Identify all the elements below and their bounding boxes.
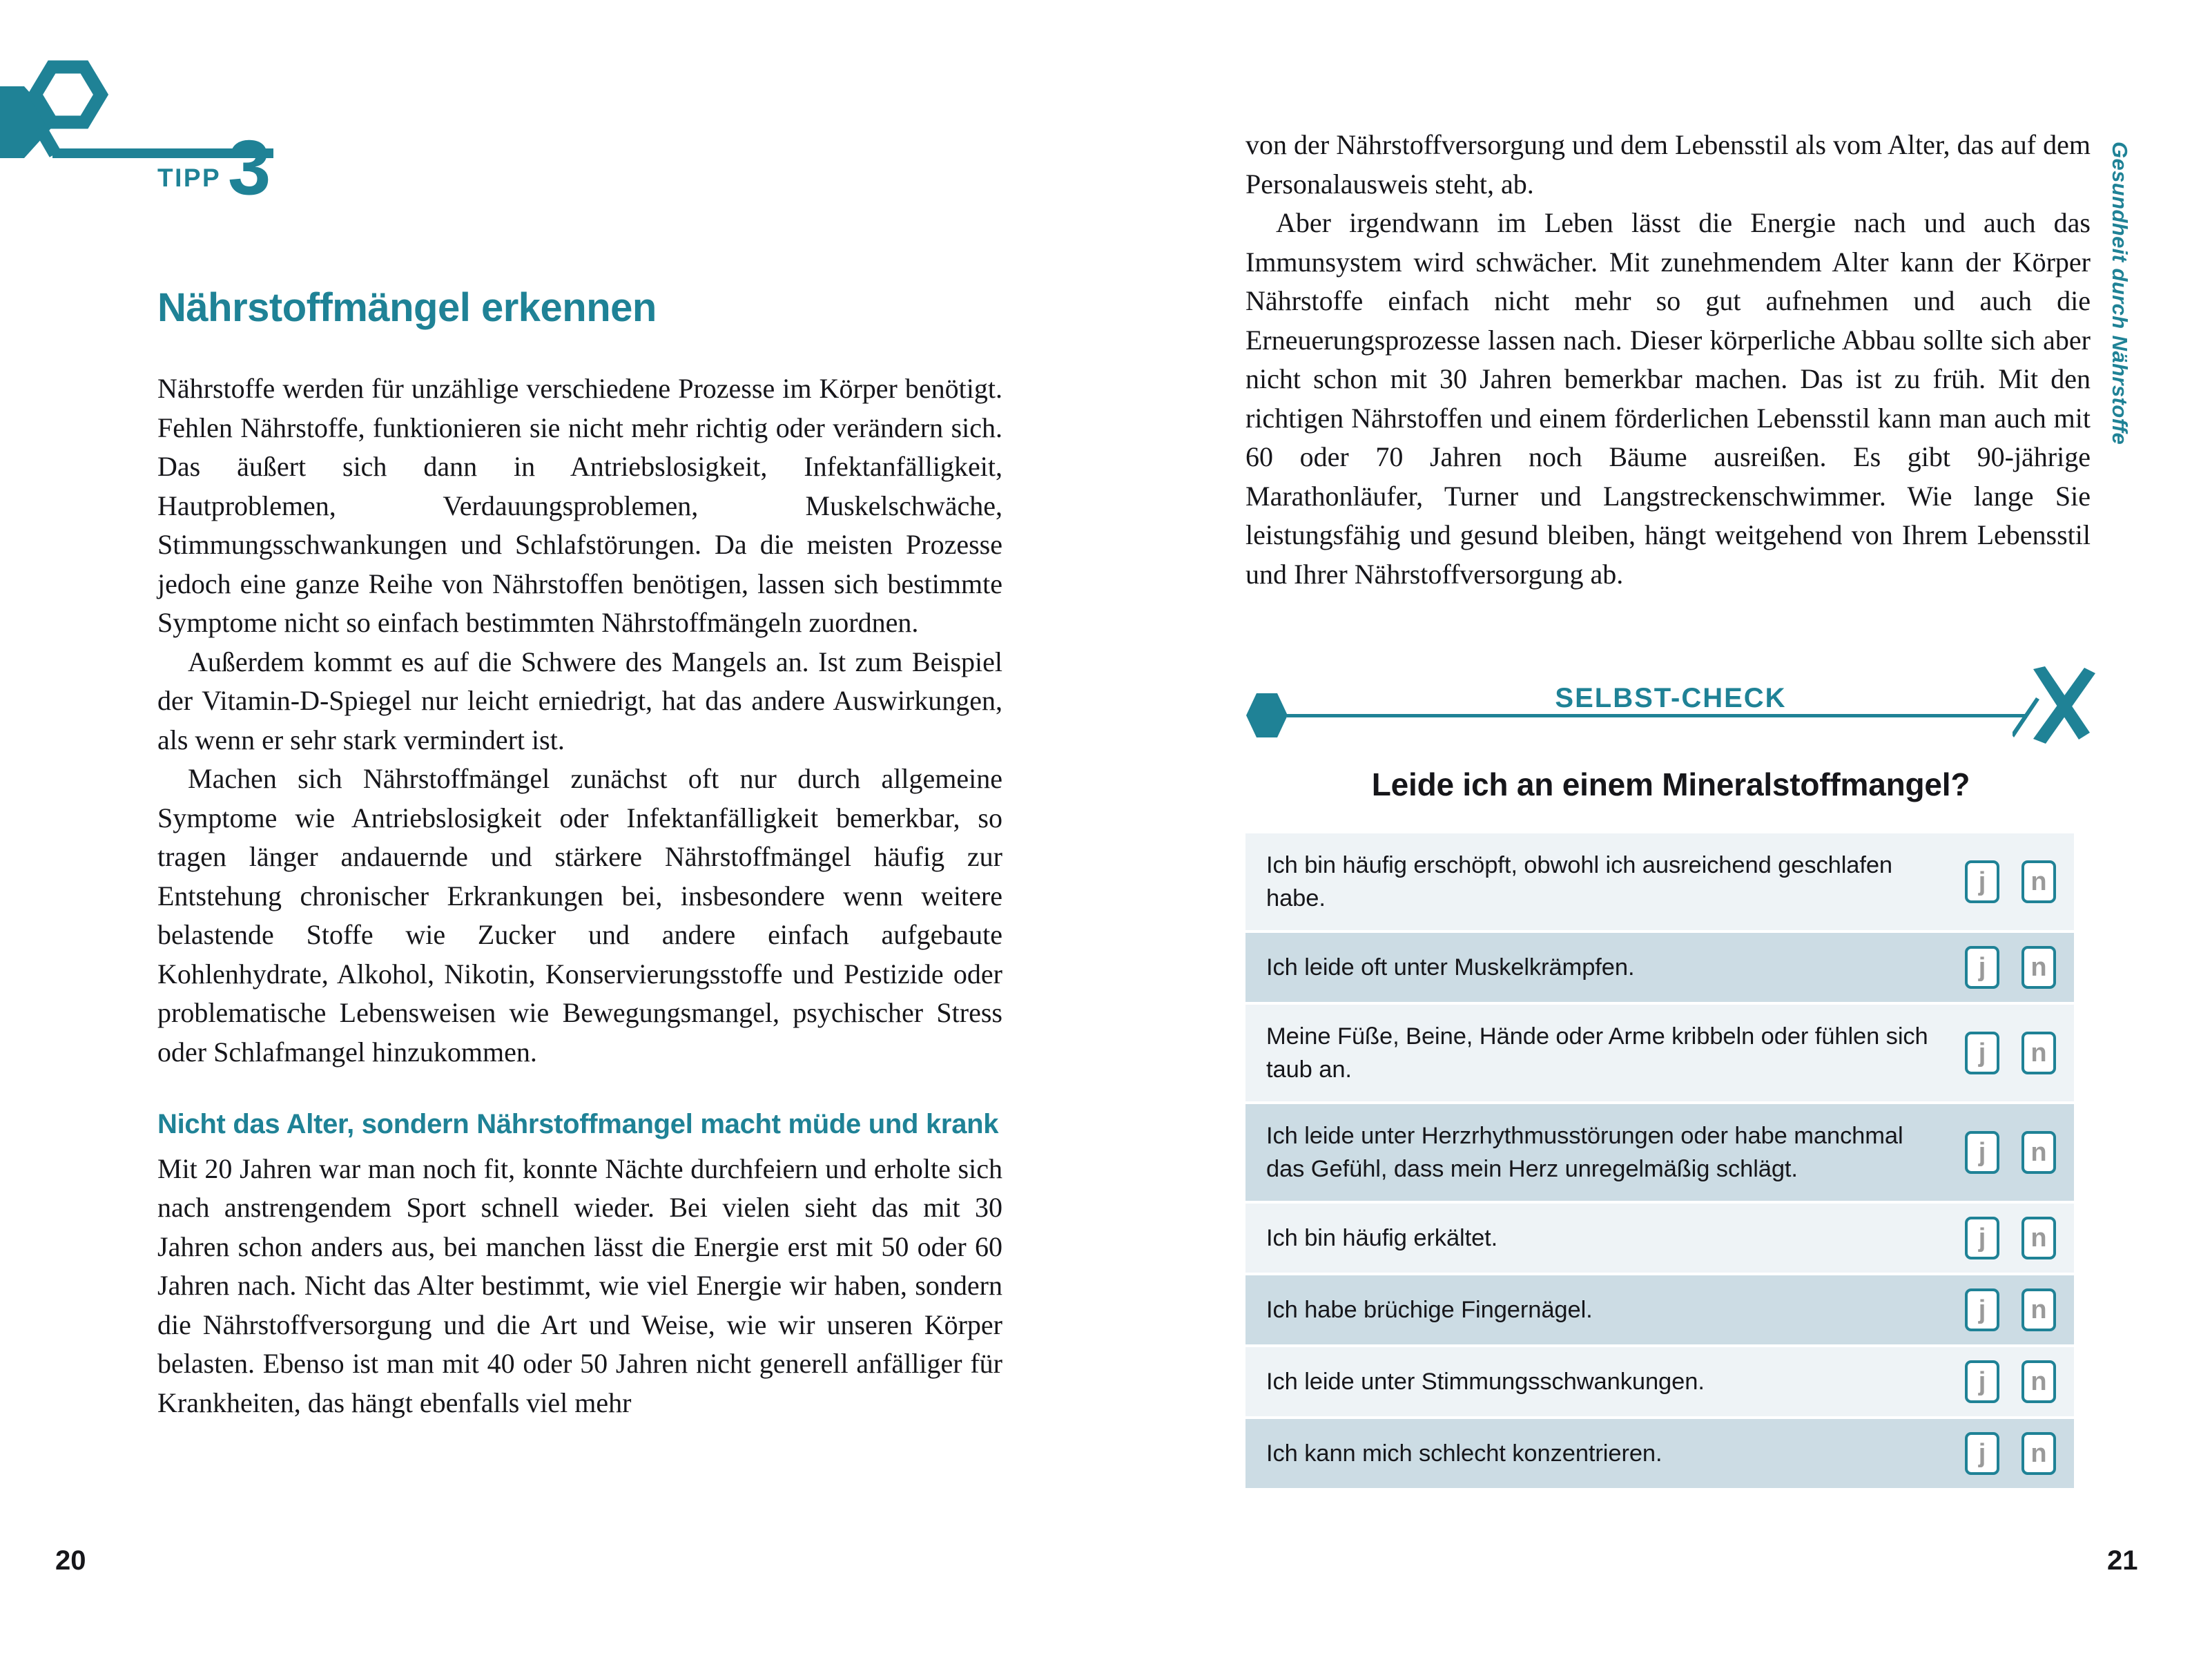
checklist-row — [1245, 1275, 2074, 1344]
checklist-row — [1245, 1419, 2074, 1488]
answer-yes-checkbox[interactable]: j — [1965, 1288, 1999, 1331]
answer-no-checkbox[interactable]: n — [2021, 1432, 2056, 1475]
selbstcheck-label: SELBST-CHECK — [1526, 683, 1816, 714]
answer-yes-checkbox[interactable]: j — [1965, 1432, 1999, 1475]
paragraph: Außerdem kommt es auf die Schwere des Mangels an. Ist zum Beispiel der Vitamin-D-Spiegel nur leicht erniedrigt, hat das andere Auswirkungen, als wenn er sehr stark vermindert ist. — [157, 646, 1002, 755]
answer-boxes — [1965, 860, 2056, 903]
checklist-row — [1245, 1005, 2074, 1101]
checklist-question-text: Ich bin häufig erkältet. — [1266, 1225, 1498, 1251]
answer-yes-checkbox[interactable]: j — [1965, 1217, 1999, 1259]
answer-boxes — [1965, 1217, 2056, 1259]
answer-boxes — [1965, 1032, 2056, 1074]
answer-boxes — [1965, 1360, 2056, 1403]
answer-no-checkbox[interactable]: n — [2021, 946, 2056, 989]
paragraph: Nährstoffe werden für unzählige verschiedene Prozesse im Körper benötigt. Fehlen Nährstoffe, funktionieren sie nicht mehr richtig oder verändern sich. Das äußert sich dann in Antriebslosigkeit, Infektanfälligkeit, Hautproblemen, Verdauungsproblemen, Muskelschwäche, Stimmungsschwankungen und Schlafstörungen. Da die meisten Prozesse jedoch eine ganze Reihe von Nährstoffen benötigen, lassen sich bestimmte Symptome nicht so einfach bestimmten Nährstoffmängeln zuordnen. — [157, 373, 1002, 638]
tipp-number: 3 — [228, 124, 271, 211]
answer-no-checkbox[interactable]: n — [2021, 860, 2056, 903]
selbstcheck-list — [1245, 833, 2074, 1488]
tipp-label: TIPP — [157, 164, 222, 192]
hexagon-bullet-icon — [1245, 693, 1288, 738]
checklist-question-text: Ich leide unter Stimmungsschwankungen. — [1266, 1369, 1705, 1395]
checklist-row — [1245, 1204, 2074, 1273]
x-mark-icon — [2013, 658, 2106, 751]
selbstcheck-banner — [1245, 673, 2096, 756]
right-column-body — [1245, 126, 2091, 594]
checklist-question-text: Ich habe brüchige Fingernägel. — [1266, 1297, 1593, 1323]
answer-no-checkbox[interactable]: n — [2021, 1288, 2056, 1331]
answer-yes-checkbox[interactable]: j — [1965, 1032, 1999, 1074]
checklist-question-text: Ich bin häufig erschöpft, obwohl ich ausreichend geschlafen habe. — [1266, 852, 1893, 911]
page-number-left: 20 — [55, 1545, 86, 1576]
checklist-row — [1245, 833, 2074, 930]
selbstcheck-question: Leide ich an einem Mineralstoffmangel? — [1371, 766, 1970, 802]
page-title: Nährstoffmängel erkennen — [157, 285, 657, 330]
left-column-body — [157, 369, 1002, 1422]
checklist-question-text: Ich kann mich schlecht konzentrieren. — [1266, 1440, 1662, 1467]
checklist-row — [1245, 933, 2074, 1002]
answer-no-checkbox[interactable]: n — [2021, 1131, 2056, 1174]
answer-no-checkbox[interactable]: n — [2021, 1032, 2056, 1074]
checklist-question-text: Ich leide unter Herzrhythmusstörungen oder habe manchmal das Gefühl, dass mein Herz unregelmäßig schlägt. — [1266, 1123, 1903, 1182]
paragraph: von der Nährstoffversorgung und dem Lebensstil als vom Alter, das auf dem Personalausweis steht, ab. — [1245, 129, 2091, 200]
paragraph: Aber irgendwann im Leben lässt die Energie nach und auch das Immunsystem wird schwächer. Mit zunehmendem Alter kann der Körper Nährstoffe einfach nicht mehr so gut aufnehmen und auch die Erneuerungsprozesse lassen nach. Dieser körperliche Abbau sollte sich aber nicht schon mit 30 Jahren bemerkbar machen. Das ist zu früh. Mit den richtigen Nährstoffen und einem förderlichen Lebensstil kann man auch mit 60 oder 70 Jahren noch Bäume ausreißen. Es gibt 90-jährige Marathonläufer, Turner und Langstreckenschwimmer. Wie lange Sie leistungsfähig und gesund bleiben, hängt weitgehend von Ihrem Lebensstil und Ihrer Nährstoffversorgung ab. — [1245, 207, 2091, 590]
answer-yes-checkbox[interactable]: j — [1965, 860, 1999, 903]
answer-yes-checkbox[interactable]: j — [1965, 1360, 1999, 1403]
answer-no-checkbox[interactable]: n — [2021, 1217, 2056, 1259]
running-head: Gesundheit durch Nährstoffe — [2108, 142, 2132, 445]
answer-yes-checkbox[interactable]: j — [1965, 1131, 1999, 1174]
checklist-question-text: Meine Füße, Beine, Hände oder Arme kribbeln oder fühlen sich taub an. — [1266, 1023, 1928, 1083]
selbstcheck-panel — [1245, 673, 2096, 1488]
answer-yes-checkbox[interactable]: j — [1965, 946, 1999, 989]
checklist-row — [1245, 1104, 2074, 1201]
paragraph: Machen sich Nährstoffmängel zunächst oft nur durch allgemeine Symptome wie Antriebslosigkeit oder Infektanfälligkeit bemerkbar, so tragen länger andauernde und stärkere Nährstoffmängel häufig zur Entstehung chronischer Erkrankungen bei, insbesondere wenn weitere belastende Stoffe wie Zucker und andere einfach aufgebaute Kohlenhydrate, Alkohol, Nikotin, Konservierungsstoffe und Pestizide oder problematische Lebensweisen wie Bewegungsmangel, psychischer Stress oder Schlafmangel hinzukommen. — [157, 763, 1002, 1068]
answer-boxes — [1965, 1432, 2056, 1475]
answer-boxes — [1965, 1288, 2056, 1331]
paragraph: Mit 20 Jahren war man noch fit, konnte Nächte durchfeiern und erholte sich nach anstrengendem Sport schnell wieder. Bei vielen sieht das mit 30 Jahren schon anders aus, bei manchen lässt die Energie erst mit 50 oder 60 Jahren nach. Nicht das Alter bestimmt, wie viel Energie wir haben, sondern die Nährstoffversorgung und die Art und Weise, wie wir unseren Körper belasten. Ebenso ist man mit 40 oder 50 Jahren nicht generell anfälliger für Krankheiten, das hängt ebenfalls viel mehr — [157, 1152, 1002, 1418]
page-number-right: 21 — [2107, 1545, 2138, 1576]
answer-no-checkbox[interactable]: n — [2021, 1360, 2056, 1403]
left-page — [0, 0, 1100, 1680]
answer-boxes — [1965, 1131, 2056, 1174]
answer-boxes — [1965, 946, 2056, 989]
checklist-question-text: Ich leide oft unter Muskelkrämpfen. — [1266, 954, 1635, 981]
subheading: Nicht das Alter, sondern Nährstoffmangel macht müde und krank — [157, 1109, 999, 1139]
checklist-row — [1245, 1347, 2074, 1416]
banner-rule — [1287, 714, 2027, 717]
